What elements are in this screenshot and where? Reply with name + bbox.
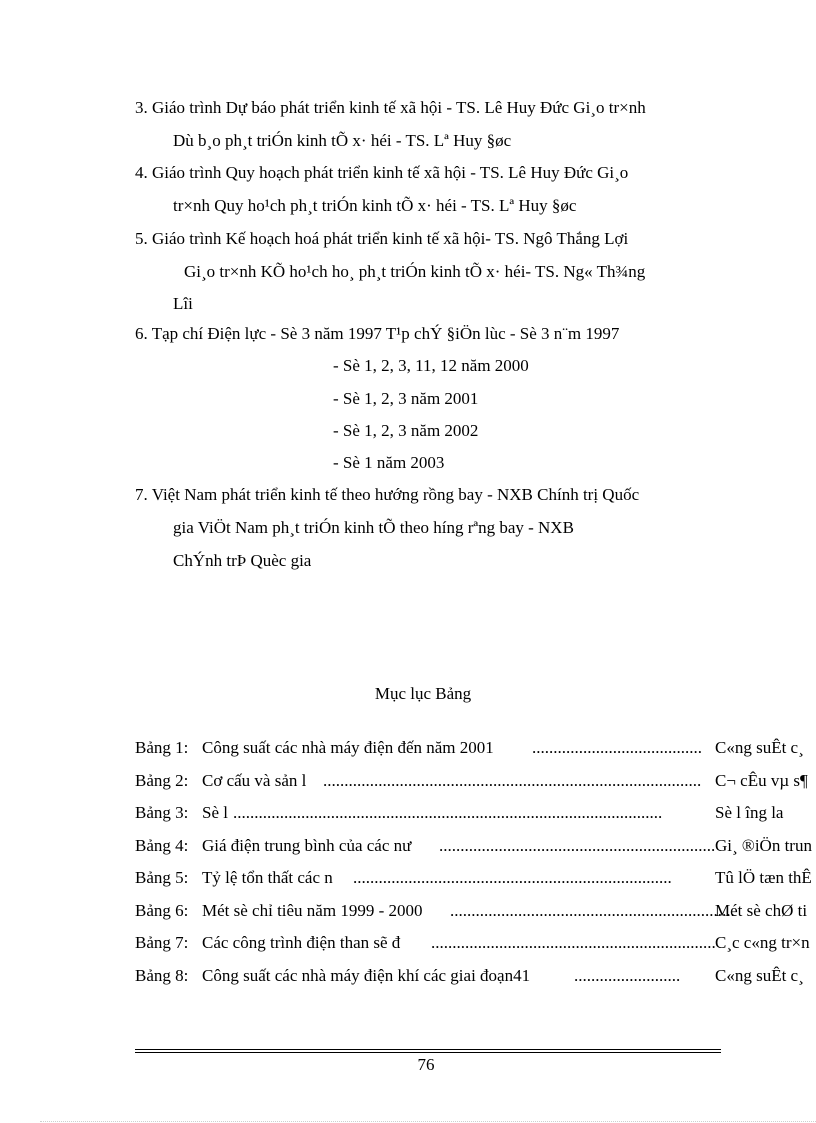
toc-leader: ........................................................................... — [353, 868, 672, 887]
toc-row[interactable] — [135, 737, 816, 759]
toc-row[interactable] — [135, 932, 816, 954]
toc-leader: ..................................................................................................... — [233, 803, 663, 822]
reference-7-line-3: ChÝnh trÞ Quèc gia — [173, 551, 312, 570]
reference-5-line-1: 5. Giáo trình Kế hoạch hoá phát triển kinh tế xã hội- TS. Ngô Thắng Lợi — [135, 229, 629, 248]
toc-leader: ................................................................. — [439, 836, 716, 855]
toc-label: Bảng 7: — [135, 933, 189, 952]
reference-7-line-1: 7. Việt Nam phát triển kinh tế theo hướng rồng bay - NXB Chính trị Quốc — [135, 485, 640, 504]
toc-title: Mét sè chỉ tiêu năm 1999 - 2000 — [202, 901, 423, 920]
toc-title: Công suất các nhà máy điện đến năm 2001 — [202, 738, 494, 757]
page-number: 76 — [417, 1055, 435, 1074]
toc-alt-title: C¬ cÊu vµ s¶ — [715, 771, 808, 790]
toc-label: Bảng 8: — [135, 966, 189, 985]
reference-6-issue-2001: - Sè 1, 2, 3 năm 2001 — [333, 389, 479, 408]
toc-leader: ................................................................... — [450, 901, 735, 920]
toc-leader: ................................................................... — [431, 933, 716, 952]
reference-7-line-2: gia ViÖt Nam ph¸t triÓn kinh tÕ theo híng rªng bay - NXB — [173, 518, 574, 537]
reference-5-line-2: Gi¸o tr×nh KÕ ho¹ch ho¸ ph¸t triÓn kinh tÕ x· héi- TS. Ng« Th¾ng — [184, 262, 646, 281]
toc-alt-title: C«ng suÊt c¸ — [715, 738, 804, 757]
toc-row[interactable] — [135, 965, 816, 987]
toc-title: Các công trình điện than sẽ đ — [202, 933, 401, 952]
reference-3-line-1: 3. Giáo trình Dự báo phát triển kinh tế xã hội - TS. Lê Huy Đức Gi¸o tr×nh — [135, 98, 646, 117]
reference-6-issue-2002: - Sè 1, 2, 3 năm 2002 — [333, 421, 479, 440]
toc-title: Tỷ lệ tổn thất các n — [202, 868, 333, 887]
footer-rule-top — [135, 1049, 721, 1050]
toc-label: Bảng 4: — [135, 836, 189, 855]
toc-alt-title: C¸c c«ng tr×n — [715, 933, 810, 952]
toc-label: Bảng 3: — [135, 803, 189, 822]
reference-6-issue-2000: - Sè 1, 2, 3, 11, 12 năm 2000 — [333, 356, 529, 375]
toc-leader: ......................... — [574, 966, 681, 985]
toc-alt-title: Sè l îng la — [715, 803, 784, 822]
toc-title: Sè l — [202, 803, 228, 822]
page-bottom-divider — [40, 1121, 816, 1122]
reference-4-line-1: 4. Giáo trình Quy hoạch phát triển kinh tế xã hội - TS. Lê Huy Đức Gi¸o — [135, 163, 629, 182]
reference-6-issue-2003: - Sè 1 năm 2003 — [333, 453, 445, 472]
toc-alt-title: Gi¸ ®iÖn trun — [715, 836, 812, 855]
toc-alt-title: Tû lÖ tæn thÊ — [715, 868, 812, 887]
reference-5-line-3: Lîi — [173, 294, 193, 313]
toc-row[interactable] — [135, 802, 816, 824]
toc-label: Bảng 2: — [135, 771, 189, 790]
toc-label: Bảng 5: — [135, 868, 189, 887]
toc-label: Bảng 1: — [135, 738, 189, 757]
reference-4-line-2: tr×nh Quy ho¹ch ph¸t triÓn kinh tÕ x· héi - TS. Lª Huy §øc — [173, 196, 577, 215]
toc-title: Công suất các nhà máy điện khí các giai đoạn41 — [202, 966, 531, 985]
toc-leader: ......................................................................................... — [323, 771, 702, 790]
toc-row[interactable] — [135, 835, 816, 857]
toc-alt-title: C«ng suÊt c¸ — [715, 966, 804, 985]
toc-row[interactable] — [135, 867, 816, 889]
toc-title: Cơ cấu và sản l — [202, 771, 307, 790]
toc-label: Bảng 6: — [135, 901, 189, 920]
footer-rule-bottom — [135, 1052, 721, 1053]
reference-3-line-2: Dù b¸o ph¸t triÓn kinh tÕ x· héi - TS. Lª Huy §øc — [173, 131, 512, 150]
toc-heading: Mục lục Bảng — [374, 684, 472, 703]
toc-row[interactable] — [135, 900, 816, 922]
toc-row[interactable] — [135, 770, 816, 792]
reference-6-line-1: 6. Tạp chí Điện lực - Sè 3 năm 1997 T¹p chÝ §iÖn lùc - Sè 3 n¨m 1997 — [135, 324, 620, 343]
toc-leader: ........................................ — [532, 738, 702, 757]
toc-title: Giá điện trung bình của các nư — [202, 836, 412, 855]
toc-alt-title: Mét sè chØ ti — [715, 901, 808, 920]
